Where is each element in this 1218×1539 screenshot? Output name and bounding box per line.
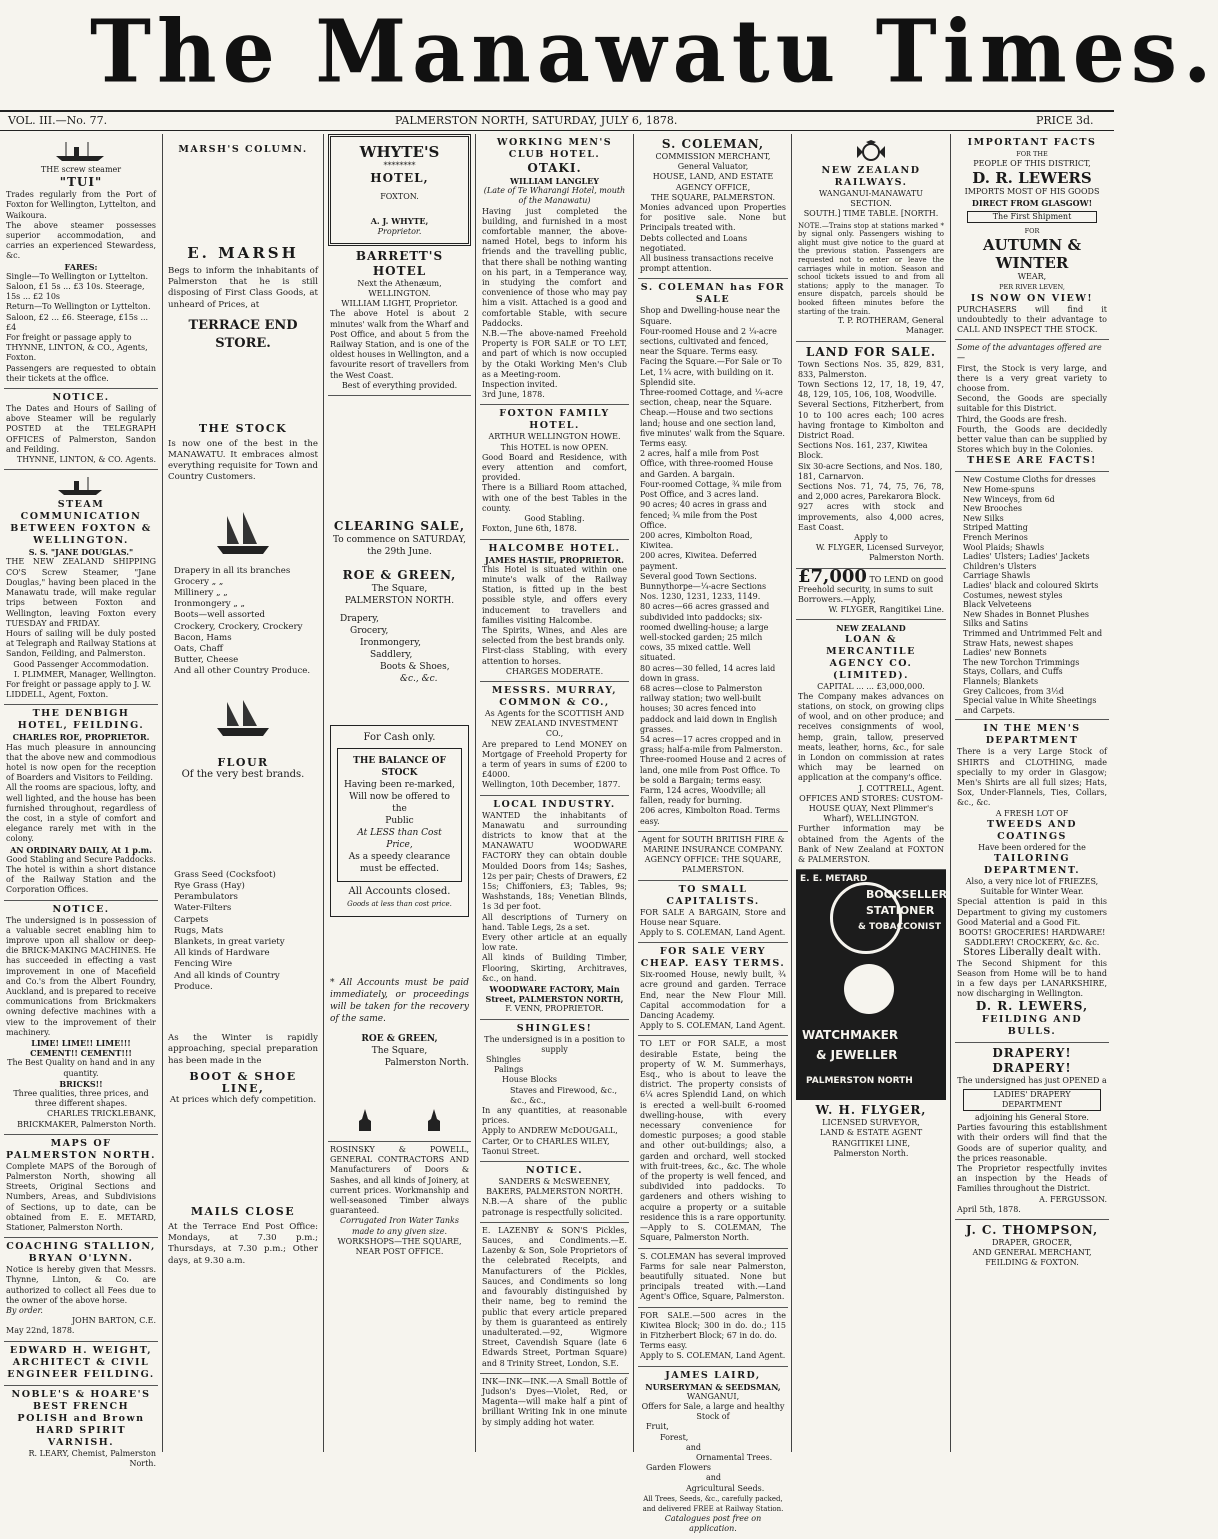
local-industry-ad: LOCAL INDUSTRY. WANTED the inhabitants of Manawatu and surrounding districts to know that at the MANAWATU WOODWARE FACTORY they can obtain double Moulded Doors from 14s; Sashes, 12s per pair; Chests of Drawers, £2 15s; Chiffoniers, £3; Tables, 9s; Washstands, 18s; Venetian Blinds, 1s 3d per foot. All descriptions of Turnery on hand. Table Legs, 2s a set. Every other article at an equally low rate. All kinds of Building Timber, Flooring, Skirting, Architraves, &c., on hand. WOODWARE FACTORY, Main Street, PALMERSTON NORTH, F. VENN, PROPRIETOR. xyxy=(480,796,629,1020)
column-rule xyxy=(323,134,324,1452)
jane-douglas-ad: STEAM COMMUNICATION BETWEEN FOXTON & WELLINGTON. S. S. "JANE DOUGLAS." THE NEW ZEALAND SHIPPING CO'S Screw Steamer, "Jane Douglas," having been placed in the Manawatu trade, will make regular trips between Foxton and Wellington, leaving Foxton every TUESDAY and FRIDAY. Hours of sailing will be duly posted at Telegraph and Railway Stations at Sandon, Feilding, and Palmerston. Good Passenger Accommodation. I. PLIMMER, Manager, Wellington. For freight or passage apply to J. W. LIDDELL, Agent, Foxton. xyxy=(4,470,158,705)
tui-steamer-ad: THE screw steamer "TUI" Trades regularly from the Port of Foxton for Wellington, Lyttelton, and Waikoura. The above steamer possesses superior accommodation, and carries an experienced Stewardess, &c. FARES: Single—To Wellington or Lyttelton. Saloon, £1 5s ... £3 10s. Steerage, 15s ... £2 10s Return—To Wellington or Lyttelton. Saloon, £2 ... £6. Steerage, £15s ... £4 For freight or passage apply to THYNNE, LINTON, & CO., Agents, Foxton. Passengers are requested to obtain their tickets at the office. xyxy=(4,134,158,389)
for-sale-cheap-ad: FOR SALE VERY CHEAP. EASY TERMS. Six-roomed House, newly built, ¾ acre ground and garden. Terrace End, near the New Flour Mill. Capital accommodation for a Dancing Academy. Apply to S. COLEMAN, Land Agent. xyxy=(638,943,788,1036)
brick-notice: NOTICE. The undersigned is in possession of a valuable secret enabling him to improve upon all shallow or deep-die BRICK-MAKING MACHINES. He has succeeded in effecting a vast improvement in one of Macefield and Co.'s from the Albert Foundry, Auckland, and is prepared to receive communications from Brickmakers owning defective machines with a view to the improvement of their machinery. LIME! LIME!! LIME!!! CEMENT!! CEMENT!!! The Best Quality on hand and in any quantity. BRICKS!! Three qualities, three prices, and three different shapes. CHARLES TRICKLEBANK, BRICKMAKER, Palmerston North. xyxy=(4,901,158,1135)
ink-ad: INK—INK—INK.—A Small Bottle of Judson's Dyes—Violet, Red, or Magenta—will make half a pint of brilliant Writing Ink in one minute by simply adding hot water. xyxy=(482,1376,627,1427)
column-3 xyxy=(328,134,471,1452)
column-2: MARSH'S COLUMN. E. MARSH Begs to inform the inhabitants of Palmerston that he is still disposing of First Class Goods, at unheard of Prices, at TERRACE END STORE. THE STOCK Is now one of the best in the MANAWATU. It embraces almost everything requisite for Town and Country Customers. Drapery in all its branches Grocery „ „ Millinery „ „ Ironmongery „ „ Boots—well assorted Crockery, Crockery, Crockery Bacon, Hams Oats, Chaff Butter, Cheese And all other Country Produce. FLOUR Of the very best brands. Grass Seed (Cocksfoot) Rye Grass (Hay) Perambulators Water-Filters Carpets Rugs, Mats Blankets, in great variety All kinds of Hardware Fencing Wire And all kinds of Country Produce. As the Winter is rapidly approaching, special preparation has been made in the BOOT & SHOE LINE, At prices which defy competition. MAILS CLOSE At the Terrace End Post Office: Mondays, at 7.30 p.m.; Thursdays, at 7.30 p.m.; Other days, at 9.30 a.m. xyxy=(168,144,318,1266)
thompson-merchant-ad: J. C. THOMPSON, DRAPER, GROCER, AND GENERAL MERCHANT, FEILDING & FOXTON. xyxy=(965,1223,1099,1268)
newspaper-title: The Manawatu Times. xyxy=(90,1,1218,103)
pointing-hand-icon xyxy=(426,1109,442,1133)
place-date: PALMERSTON NORTH, SATURDAY, JULY 6, 1878. xyxy=(395,114,678,127)
coleman-for-sale-ad: S. COLEMAN has FOR SALE Shop and Dwelling-house near the Square. Four-roomed House and 2 ¼-acre sections, cultivated and fenced, near the Square. Terms easy. Facing the Square.—For Sale or To Let, 1¼ acre, with building on it. Splendid site. Three-roomed Cottage, and ¼-acre section, cheap, near the Square. Cheap.—House and two sections land; house and one section land, five minutes' walk from the Square. Terms easy. 2 acres, half a mile from Post Office, with three-roomed House and Garden. A bargain. Four-roomed Cottage, ¾ mile from Post Office, and 3 acres land. 90 acres; 40 acres in grass and fenced; ¾ mile from the Post Office. 200 acres, Kimbolton Road, Kiwitea. 200 acres, Kiwitea. Deferred payment. Several good Town Sections. Bunnythorpe—¼-acre Sections Nos. 1230, 1231, 1233, 1149. 80 acres—66 acres grassed and subdivided into paddocks; six-roomed dwelling-house; a large well-stocked garden; 25 milch cows, 35 mixed cattle. Well situated. 80 acres—30 felled, 14 acres laid down in grass. 68 acres—close to Palmerston railway station; two well-built houses; 30 acres fenced into paddock and laid down in English grasses. 54 acres—17 acres cropped and in grass; half-a-mile from Palmerston. Three-roomed House and 2 acres of land, one mile from Post Office. To be sold a Bargain; terms easy. Farm, 124 acres, Woodville; all fallen, ready for burning. 206 acres, Kimbolton Road. Terms easy. xyxy=(638,279,788,831)
metard-bookseller-stamp: E. E. METARD BOOKSELLER STATIONER & TOBACCONIST WATCHMAKER & JEWELLER PALMERSTON NORTH xyxy=(796,870,946,1100)
rosinsky-powell-ad: ROSINSKY & POWELL, GENERAL CONTRACTORS AND Manufacturers of Doors & Sashes, and all kinds of Joinery, at current prices. Workmanship and well-seasoned Timber always guaranteed. Corrugated Iron Water Tanks made to any given size. WORKSHOPS—THE SQUARE, NEAR POST OFFICE. xyxy=(330,1145,469,1257)
royal-crest-icon xyxy=(851,140,891,162)
whytes-hotel-ad: WHYTE'S ******** HOTEL, FOXTON. A. J. WHYTE, Proprietor. xyxy=(328,134,471,246)
volume-number: VOL. III.—No. 77. xyxy=(8,114,108,127)
steamship-icon xyxy=(54,140,108,162)
clearing-sale-ad: CLEARING SALE, To commence on SATURDAY, the 29th June. ROE & GREEN, The Square, PALMERSTON NORTH. Drapery, Grocery, Ironmongery, Saddlery, Boots & Shoes, &c., &c. For Cash only. THE BALANCE OF STOCK Having been re-marked, Will now be offered to the Public At LESS than Cost Price, As a speedy clearance must be effected. All Accounts closed. Goods at less than cost price. * All Accounts must be paid immediately, or proceedings will be taken for the recovery of the same. ROE & GREEN, The Square, Palmerston North. xyxy=(328,396,471,1142)
mails-close-heading: MAILS CLOSE xyxy=(190,1204,296,1218)
sailing-ship-icon xyxy=(213,698,273,738)
halcombe-hotel-ad: HALCOMBE HOTEL. JAMES HASTIE, PROPRIETOR. This Hotel is situated within one minute's walk of the Railway Station, is fitted up in the best possible style, and offers every inducement to travellers and families visiting Halcombe. The Spirits, Wines, and Ales are selected from the best brands only. First-class Stabling, with every attention to horses. CHARGES MODERATE. xyxy=(480,540,629,682)
kiwitea-sale-ad: FOR SALE.—500 acres in the Kiwitea Block; 300 in do. do.; 115 in Fitzherbert Block; 67 in do. do. Terms easy. Apply to S. COLEMAN, Land Agent. xyxy=(638,1308,788,1367)
foxton-family-hotel-ad: FOXTON FAMILY HOTEL. ARTHUR WELLINGTON HOWE. This HOTEL is now OPEN. Good Board and Residence, with every attention and comfort, provided. There is a Billiard Room attached, with one of the best Tables in the county. Good Stabling. Foxton, June 6th, 1878. xyxy=(480,405,629,539)
cash-only-box: For Cash only. THE BALANCE OF STOCK Having been re-marked, Will now be offered to the Public At LESS than Cost Price, As a speedy clearance must be effected. All Accounts closed. Goods at less than cost price. xyxy=(330,725,469,917)
drapery-items-list: New Costume Cloths for dresses New Home-spuns New Winceys, from 6d New Brooches New Silks Striped Matting French Merinos Wool Plaids; Shawls Ladies' Ulsters; Ladies' Jackets Children's Ulsters Carriage Shawls Ladies' black and coloured Skirts Costumes, newest styles Black Velveteens New Shades in Bonnet Plushes Silks and Satins Trimmed and Untrimmed Felt and Straw Hats, newest shapes Ladies' new Bonnets The new Torchon Trimmings Stays, Collars, and Cuffs Flannels; Blankets Grey Calicoes, from 3½d Special value in White Sheetings and Carpets. xyxy=(955,472,1109,720)
lewers-important-facts-ad: IMPORTANT FACTS FOR THE PEOPLE OF THIS DISTRICT, D. R. LEWERS IMPORTS MOST OF HIS GOODS DIRECT FROM GLASGOW! The First Shipment FOR AUTUMN & WINTER WEAR, PER RIVER LEVEN, IS NOW ON VIEW! PURCHASERS will find it undoubtedly to their advantage to CALL AND INSPECT THE STOCK. xyxy=(955,134,1109,340)
shingles-ad: SHINGLES! The undersigned is in a position to supply Shingles Palings House Blocks Staves and Firewood, &c., &c., &c., In any quantities, at reasonable prices. Apply to ANDREW McDOUGALL, Carter, Or to CHARLES WILEY, Taonui Street. xyxy=(480,1020,629,1162)
otaki-hotel-ad: WORKING MEN'S CLUB HOTEL. OTAKI. WILLIAM LANGLEY (Late of Te Wharangi Hotel, mouth of the Manawatu) Having just completed the building, and furnished in a most comfortable manner, the above-named Hotel, begs to inform his friends and the travelling public, that there shall be nothing wanting on his part, in a Temperance way, in studying the comfort and convenience of those who may pay him a visit. Attached is a good and comfortable Stable, with secure Paddocks. N.B.—The above-named Freehold Property is FOR SALE or TO LET, and part of which is now occupied by the Otaki Working Men's Club as a Meeting-room. Inspection invited. 3rd June, 1878. xyxy=(480,134,629,405)
terrace-end-store: TERRACE END STORE. xyxy=(188,317,298,351)
maps-ad: MAPS OF PALMERSTON NORTH. Complete MAPS of the Borough of Palmerston North, showing all Streets, Original Sections and Numbers, Areas, and Subdivisions of Sections, up to date, can be obtained from E. E. METARD, Stationer, Palmerston North. xyxy=(4,1135,158,1238)
dateline xyxy=(0,110,1114,131)
marsh-column-heading: MARSH'S COLUMN. xyxy=(178,144,308,155)
pointing-hand-icon xyxy=(357,1109,373,1133)
column-1 xyxy=(4,134,158,1468)
column-7 xyxy=(955,134,1109,1452)
lazenby-pickles-ad: E. LAZENBY & SON'S Pickles, Sauces, and Condiments.—E. Lazenby & Son, Sole Proprietors of the celebrated Receipts, and Manufacturers of the Pickles, Sauces, and Condiments so long and favourably distinguished by their name, beg to remind the public that every article prepared by them is guaranteed as entirely unadulterated.—92, Wigmore Street, Cavendish Square (late 6 Edwards Street, Portman Square) and 8 Trinity Street, London, S.E. xyxy=(480,1223,629,1374)
mens-department-ad: IN THE MEN'S DEPARTMENT There is a very Large Stock of SHIRTS and CLOTHING, made specially to my order in Glasgow; Men's Shirts are all full sizes; Hats, Sox, Under-Flannels, Ties, Collars, &c., &c. A FRESH LOT OF TWEEDS AND COATINGS Have been ordered for the TAILORING DEPARTMENT. Also, a very nice lot of FRIEZES, Suitable for Winter Wear. Special attention is paid in this Department to giving my customers Good Material and a Good Fit. BOOTS! GROCERIES! HARDWARE! SADDLERY! CROCKERY, &c. &c. Stores Liberally dealt with. The Second Shipment for this Season from Home will be to hand in a few days per LANARKSHIRE, now discharging in Wellington. D. R. LEWERS, FEILDING AND BULLS. xyxy=(955,720,1109,1043)
column-4 xyxy=(480,134,629,1452)
coleman-merchant-ad: S. COLEMAN, COMMISSION MERCHANT, General Valuator, HOUSE, LAND, AND ESTATE AGENCY OFFICE, THE SQUARE, PALMERSTON. Monies advanced upon Properties for positive sale. None but Principals treated with. Debts collected and Loans negotiated. All business transactions receive prompt attention. xyxy=(638,134,788,279)
weight-architect-ad: EDWARD H. WEIGHT, ARCHITECT & CIVIL ENGINEER FEILDING. xyxy=(4,1342,158,1386)
goods-list: Drapery in all its branches Grocery „ „ Millinery „ „ Ironmongery „ „ Boots—well assorted Crockery, Crockery, Crockery Bacon, Hams Oats, Chaff Butter, Cheese And all other Country Produce. xyxy=(174,565,311,677)
small-capitalists-ad: TO SMALL CAPITALISTS. FOR SALE A BARGAIN, Store and House near Square. Apply to S. COLEMAN, Land Agent. xyxy=(638,881,788,944)
masthead xyxy=(0,0,1218,110)
steamship-icon xyxy=(56,476,106,496)
sailing-notice: NOTICE. The Dates and Hours of Sailing of above Steamer will be regularly POSTED at the TELEGRAPH OFFICES of Palmerston, Sandon and Feilding. THYNNE, LINTON, & CO. Agents. xyxy=(4,389,158,470)
column-rule xyxy=(791,134,792,1452)
barretts-hotel-ad: BARRETT'S HOTEL Next the Athenæum, WELLINGTON. WILLIAM LIGHT, Proprietor. The above Hotel is about 2 minutes' walk from the Wharf and Post Office, and about 5 from the Railway Station, and is one of the oldest houses in Wellington, and a favourite resort of travellers from the West Coast. Best of everything provided. xyxy=(328,246,471,396)
stallion-ad: COACHING STALLION, BRYAN O'LYNN. Notice is hereby given that Messrs. Thynne, Linton, & Co. are authorized to collect all Fees due to the owner of the above horse. By order. JOHN BARTON, C.E. May 22nd, 1878. xyxy=(4,1238,158,1341)
improved-farms-ad: S. COLEMAN has several improved Farms for sale near Palmerston, beautifully situated. None but principals treated with.—Land Agent's Office, Square, Palmerston. xyxy=(638,1249,788,1308)
land-for-sale-ad: LAND FOR SALE. Town Sections Nos. 35, 829, 831, 833, Palmerston. Town Sections 12, 17, 18, 19, 47, 48, 129, 105, 106, 108, Woodville. Several Sections, Fitzherbert, from 10 to 100 acres each; 100 acres having frontage to Kimbolton and District Road. Sections Nos. 161, 237, Kiwitea Block. Six 30-acre Sections, and Nos. 180, 181, Carnarvon. Sections Nos. 71, 74, 75, 76, 78, and 2,000 acres, Parekarora Block. 927 acres with stock and improvements, also 4,000 acres, East Coast. Apply to W. FLYGER, Licensed Surveyor, Palmerston North. xyxy=(796,342,946,569)
denbigh-hotel-ad: THE DENBIGH HOTEL, FEILDING. CHARLES ROE, PROPRIETOR. Has much pleasure in announcing that the above new and commodious hotel is now open for the reception of Boarders and Visitors to Feilding. All the rooms are spacious, lofty, and well lighted, and the house has been furnished throughout, regardless of the cost, in a style of comfort and elegance rarely met with in the colony. AN ORDINARY DAILY, At 1 p.m. Good Stabling and Secure Paddocks. The hotel is within a short distance of the Railway Station and the Corporation Offices. xyxy=(4,705,158,900)
railway-timetable: NEW ZEALAND RAILWAYS. WANGANUI-MANAWATU SECTION. SOUTH.] TIME TABLE. [NORTH. NOTE.—Trains stop at stations marked * by signal only. Passengers wishing to alight must give notice to the guard at the previous station. Passengers are requested not to enter or leave the carriages while in motion. Season and school tickets issued to and from all stations; apply to the manager. To ensure dispatch, parcels should be booked fifteen minutes before the starting of the train. T. P. ROTHERAM, General Manager. xyxy=(796,134,946,342)
column-rule xyxy=(950,134,951,1452)
insurance-agent-ad: Agent for SOUTH BRITISH FIRE & MARINE INSURANCE COMPANY. AGENCY OFFICE: THE SQUARE, PALMERSTON. xyxy=(638,832,788,881)
marsh-name: E. MARSH xyxy=(187,244,299,262)
flyger-surveyor-ad: W. H. FLYGER, LICENSED SURVEYOR, LAND & ESTATE AGENT RANGITIKEI LINE, Palmerston North. xyxy=(815,1103,927,1158)
clock-icon xyxy=(844,964,894,1014)
money-to-lend-ad: £7,000 TO LEND on good Freehold security, in sums to suit Borrowers.—Apply, W. FLYGER, Rangitikei Line. xyxy=(796,569,946,621)
laird-nursery-ad: JAMES LAIRD, NURSERYMAN & SEEDSMAN, WANGANUI, Offers for Sale, a large and healthy Stock of Fruit, Forest, and Ornamental Trees. Garden Flowers and Agricultural Seeds. All Trees, Seeds, &c., carefully packed, and delivered FREE at Railway Station. Catalogues post free on application. xyxy=(641,1369,785,1534)
price: PRICE 3d. xyxy=(1036,114,1094,127)
column-rule xyxy=(633,134,634,1452)
sanders-bakers-ad: NOTICE. SANDERS & McSWEENEY, BAKERS, PALMERSTON NORTH. N.B.—A share of the public patronage is respectfully solicited. xyxy=(480,1162,629,1223)
fergusson-drapery-ad: DRAPERY! DRAPERY! The undersigned has just OPENED a LADIES' DRAPERY DEPARTMENT adjoining his General Store. Parties favouring this establishment with their orders will find that the Goods are of superior quality, and the prices reasonable. The Proprietor respectfully invites an inspection by the Heads of Families throughout the District. A. FERGUSSON. April 5th, 1878. xyxy=(955,1043,1109,1220)
column-rule xyxy=(162,134,163,1452)
to-let-estate-ad: TO LET or FOR SALE, a most desirable Estate, being the property of W. M. Summerhays, Esq., who is about to leave the district. The property consists of 6¼ acres Splendid Land, on which is erected a well-built 6-roomed dwelling-house, with every necessary convenience for domestic purposes; a good stable and other out-buildings; also, a garden and orchard, well stocked with fruit-trees, &c., &c. The whole of the property is well fenced, and subdivided into paddocks. To gardeners and others wishing to acquire a property or a suitable residence this is a rare opportunity.—Apply to S. COLEMAN, The Square, Palmerston North. xyxy=(638,1036,788,1248)
sailing-ship-icon xyxy=(213,510,273,556)
column-6 xyxy=(796,134,946,1452)
advantages-list: Some of the advantages offered are— First, the Stock is very large, and there is a very great variety to choose from. Second, the Goods are specially suitable for this District. Third, the Goods are fresh. Fourth, the Goods are decidedly better value than can be supplied by Stores which buy in the Colonies. THESE ARE FACTS! xyxy=(955,340,1109,472)
nobles-polish-ad: NOBLE'S & HOARE'S BEST FRENCH POLISH and Brown HARD SPIRIT VARNISH. R. LEARY, Chemist, Palmerston North. xyxy=(11,1388,156,1468)
murray-common-ad: MESSRS. MURRAY, COMMON & CO., As Agents for the SCOTTISH AND NEW ZEALAND INVESTMENT CO., Are prepared to Lend MONEY on Mortgage of Freehold Property for a term of years in sums of £200 to £4000. Wellington, 10th December, 1877. xyxy=(480,682,629,796)
hardware-list: Grass Seed (Cocksfoot) Rye Grass (Hay) Perambulators Water-Filters Carpets Rugs, Mats Blankets, in great variety All kinds of Hardware Fencing Wire And all kinds of Country Produce. xyxy=(174,869,285,992)
column-5 xyxy=(638,134,788,1534)
loan-mercantile-ad: NEW ZEALAND LOAN & MERCANTILE AGENCY CO. (LIMITED). CAPITAL ... ... £3,000,000. The Company makes advances on stations, on stock, on growing clips of wool, and on other produce; and receives consignments of wool, hemp, grain, tallow, preserved meats, leather, horns, &c., for sale in London on commission at rates which may be learned on application at the company's office. J. COTTRELL, Agent. OFFICES AND STORES: CUSTOM-HOUSE QUAY, Next Plimmer's Wharf), WELLINGTON. Further information may be obtained from the Agents of the Bank of New Zealand at FOXTON & PALMERSTON. xyxy=(796,620,946,870)
column-rule xyxy=(475,134,476,1452)
